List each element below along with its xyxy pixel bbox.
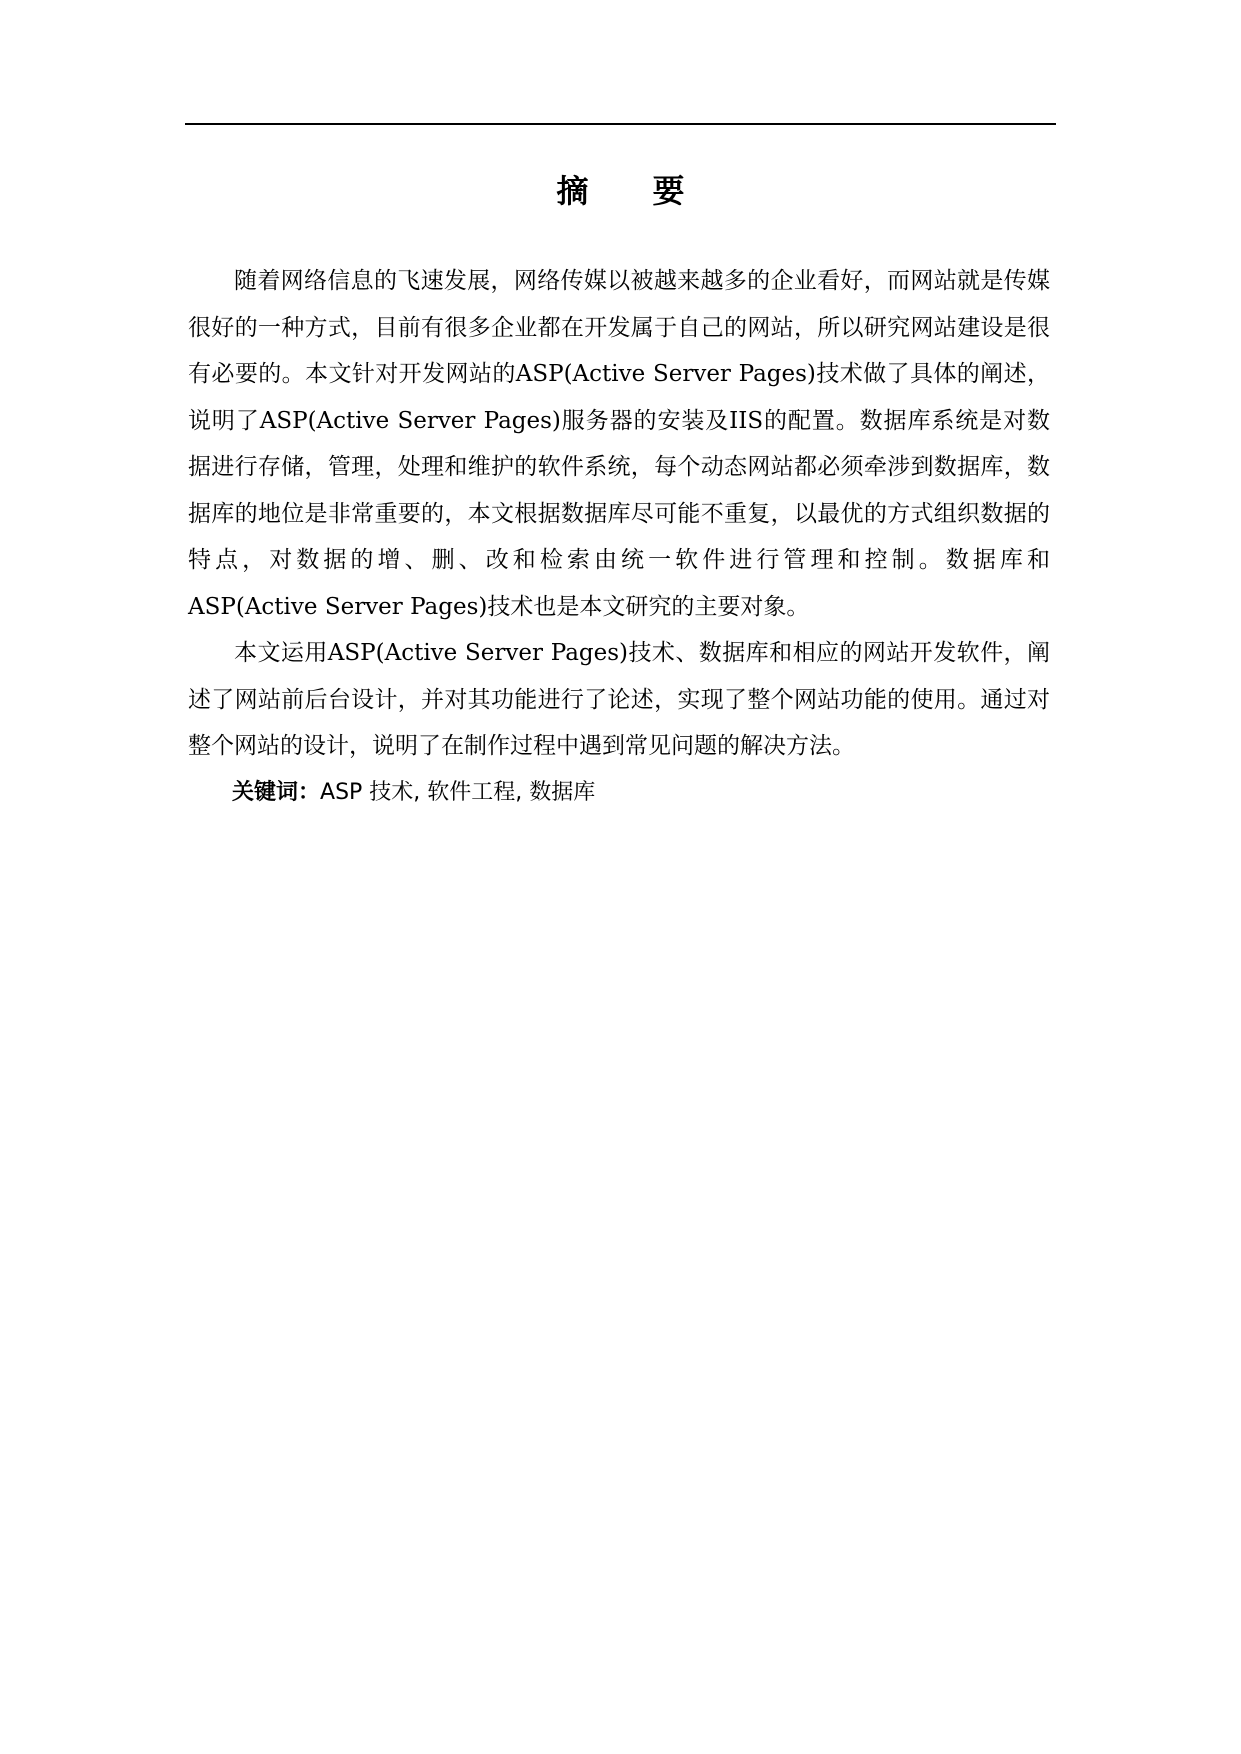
abstract-title: 摘 要 [556, 172, 685, 210]
keywords-label: 关键词： [232, 779, 321, 805]
abstract-paragraph-2: 本文运用ASP(Active Server Pages)技术、数据库和相应的网站开发软件，阐述了网站前后台设计，并对其功能进行了论述，实现了整个网站功能的使用。通过对整个网站的设计，说明了在制作过程中遇到常见问题的解决方法。 [188, 640, 1050, 759]
abstract-paragraph-1: 随着网络信息的飞速发展，网络传媒以被越来越多的企业看好，而网站就是传媒很好的一种方式，目前有很多企业都在开发属于自己的网站，所以研究网站建设是很有必要的。本文针对开发网站的ASP(Active Server Pages)技术做了具体的阐述，说明了ASP(Active Server Pages)服务器的安装及IIS的配置。数据库系统是对数据进行存储，管理，处理和维护的软件系统，每个动态网站都必须牵涉到数据库，数据库的地位是非常重要的，本文根据数据库尽可能不重复，以最优的方式组织数据的特点，对数据的增、删、改和检索由统一软件进行管理和控制。数据库和ASP(Active Server Pages)技术也是本文研究的主要对象。 [188, 268, 1050, 620]
header-rule [185, 123, 1056, 125]
abstract-body [188, 258, 1050, 816]
keywords-list: ASP 技术, 软件工程, 数据库 [320, 779, 596, 805]
keywords-line [188, 770, 1050, 817]
